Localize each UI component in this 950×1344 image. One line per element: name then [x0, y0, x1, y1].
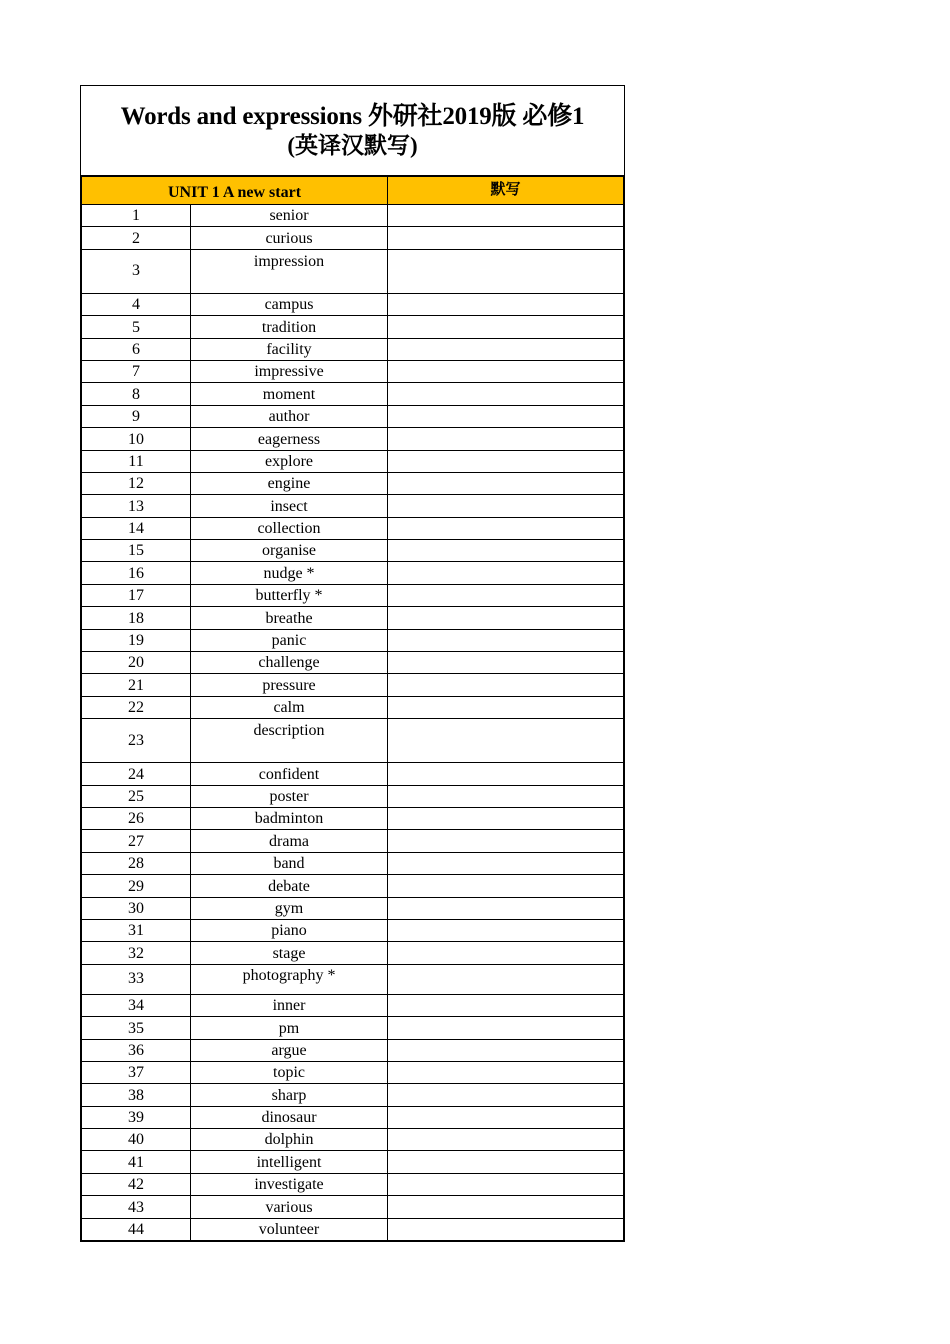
row-word: facility — [191, 338, 388, 360]
table-row — [82, 696, 624, 718]
row-word: pressure — [191, 674, 388, 696]
table-row — [82, 652, 624, 674]
table-row — [82, 383, 624, 405]
dictation-answer-cell[interactable] — [388, 763, 624, 785]
row-word: confident — [191, 763, 388, 785]
row-number: 42 — [82, 1173, 191, 1195]
row-number: 28 — [82, 852, 191, 874]
dictation-answer-cell[interactable] — [388, 1129, 624, 1151]
row-word: tradition — [191, 316, 388, 338]
dictation-answer-cell[interactable] — [388, 383, 624, 405]
dictation-answer-cell[interactable] — [388, 1017, 624, 1039]
dictation-answer-cell[interactable] — [388, 293, 624, 315]
table-row — [82, 674, 624, 696]
row-number: 4 — [82, 293, 191, 315]
row-number: 25 — [82, 785, 191, 807]
dictation-answer-cell[interactable] — [388, 942, 624, 964]
dictation-answer-cell[interactable] — [388, 696, 624, 718]
dictation-answer-cell[interactable] — [388, 1151, 624, 1173]
row-number: 10 — [82, 428, 191, 450]
row-word: badminton — [191, 807, 388, 829]
row-number: 9 — [82, 405, 191, 427]
row-word: inner — [191, 994, 388, 1016]
row-word: insect — [191, 495, 388, 517]
table-row — [82, 428, 624, 450]
row-number: 2 — [82, 227, 191, 249]
dictation-answer-cell[interactable] — [388, 719, 624, 763]
sheet-subtitle: (英译汉默写) — [287, 133, 418, 158]
row-word: impressive — [191, 360, 388, 382]
row-number: 15 — [82, 540, 191, 562]
row-word: photography * — [191, 964, 388, 994]
dictation-answer-cell[interactable] — [388, 517, 624, 539]
table-row — [82, 405, 624, 427]
row-word: topic — [191, 1061, 388, 1083]
row-number: 1 — [82, 205, 191, 227]
table-row — [82, 338, 624, 360]
dictation-answer-cell[interactable] — [388, 472, 624, 494]
table-row — [82, 942, 624, 964]
dictation-answer-cell[interactable] — [388, 964, 624, 994]
dictation-answer-cell[interactable] — [388, 562, 624, 584]
table-row — [82, 1218, 624, 1240]
row-word: gym — [191, 897, 388, 919]
row-word: eagerness — [191, 428, 388, 450]
row-word: volunteer — [191, 1218, 388, 1240]
table-row — [82, 994, 624, 1016]
table-row — [82, 205, 624, 227]
row-number: 26 — [82, 807, 191, 829]
row-word: poster — [191, 785, 388, 807]
table-row — [82, 629, 624, 651]
row-word: stage — [191, 942, 388, 964]
table-row — [82, 1106, 624, 1128]
dictation-answer-cell[interactable] — [388, 495, 624, 517]
table-row — [82, 1151, 624, 1173]
row-word: organise — [191, 540, 388, 562]
word-table — [81, 176, 624, 1241]
row-number: 6 — [82, 338, 191, 360]
row-number: 43 — [82, 1196, 191, 1218]
row-word: debate — [191, 875, 388, 897]
row-number: 30 — [82, 897, 191, 919]
row-number: 24 — [82, 763, 191, 785]
table-row — [82, 1129, 624, 1151]
table-row — [82, 875, 624, 897]
row-number: 37 — [82, 1061, 191, 1083]
row-number: 16 — [82, 562, 191, 584]
table-row — [82, 897, 624, 919]
table-row — [82, 719, 624, 763]
row-number: 17 — [82, 584, 191, 606]
row-word: investigate — [191, 1173, 388, 1195]
dictation-answer-cell[interactable] — [388, 249, 624, 293]
dictation-answer-cell[interactable] — [388, 652, 624, 674]
row-word: intelligent — [191, 1151, 388, 1173]
row-word: calm — [191, 696, 388, 718]
row-number: 8 — [82, 383, 191, 405]
row-word: senior — [191, 205, 388, 227]
title-block — [81, 86, 624, 176]
unit-header: UNIT 1 A new start — [82, 177, 388, 205]
row-number: 19 — [82, 629, 191, 651]
dictation-answer-cell[interactable] — [388, 1173, 624, 1195]
dictation-answer-cell[interactable] — [388, 450, 624, 472]
row-word: band — [191, 852, 388, 874]
row-number: 36 — [82, 1039, 191, 1061]
row-word: collection — [191, 517, 388, 539]
row-number: 39 — [82, 1106, 191, 1128]
dictation-answer-cell[interactable] — [388, 405, 624, 427]
table-row — [82, 919, 624, 941]
dictation-answer-cell[interactable] — [388, 674, 624, 696]
dictation-answer-cell[interactable] — [388, 875, 624, 897]
row-word: author — [191, 405, 388, 427]
row-number: 27 — [82, 830, 191, 852]
table-row — [82, 964, 624, 994]
table-row — [82, 830, 624, 852]
row-word: challenge — [191, 652, 388, 674]
row-number: 18 — [82, 607, 191, 629]
table-row — [82, 360, 624, 382]
row-word: piano — [191, 919, 388, 941]
row-number: 35 — [82, 1017, 191, 1039]
dictation-answer-cell[interactable] — [388, 1039, 624, 1061]
row-word: sharp — [191, 1084, 388, 1106]
row-word: panic — [191, 629, 388, 651]
table-row — [82, 1173, 624, 1195]
row-number: 29 — [82, 875, 191, 897]
dictation-answer-cell[interactable] — [388, 540, 624, 562]
table-row — [82, 1084, 624, 1106]
row-word: moment — [191, 383, 388, 405]
dictation-answer-cell[interactable] — [388, 338, 624, 360]
dictation-answer-cell[interactable] — [388, 629, 624, 651]
table-row — [82, 1196, 624, 1218]
row-number: 38 — [82, 1084, 191, 1106]
table-row — [82, 316, 624, 338]
row-number: 7 — [82, 360, 191, 382]
table-row — [82, 852, 624, 874]
dictation-header: 默写 — [388, 177, 624, 205]
row-word: engine — [191, 472, 388, 494]
row-word: explore — [191, 450, 388, 472]
dictation-answer-cell[interactable] — [388, 1061, 624, 1083]
row-number: 5 — [82, 316, 191, 338]
vocabulary-sheet — [80, 85, 625, 1242]
table-row — [82, 540, 624, 562]
row-number: 23 — [82, 719, 191, 763]
dictation-answer-cell[interactable] — [388, 994, 624, 1016]
table-row — [82, 763, 624, 785]
row-number: 20 — [82, 652, 191, 674]
table-row — [82, 495, 624, 517]
table-row — [82, 785, 624, 807]
row-word: butterfly * — [191, 584, 388, 606]
row-word: nudge * — [191, 562, 388, 584]
row-word: dinosaur — [191, 1106, 388, 1128]
row-word: argue — [191, 1039, 388, 1061]
row-number: 3 — [82, 249, 191, 293]
dictation-answer-cell[interactable] — [388, 785, 624, 807]
table-header-row — [82, 177, 624, 205]
table-row — [82, 1039, 624, 1061]
dictation-answer-cell[interactable] — [388, 584, 624, 606]
table-row — [82, 807, 624, 829]
row-number: 13 — [82, 495, 191, 517]
dictation-answer-cell[interactable] — [388, 428, 624, 450]
dictation-answer-cell[interactable] — [388, 205, 624, 227]
table-row — [82, 227, 624, 249]
row-word: description — [191, 719, 388, 763]
dictation-answer-cell[interactable] — [388, 852, 624, 874]
row-word: drama — [191, 830, 388, 852]
table-row — [82, 562, 624, 584]
dictation-answer-cell[interactable] — [388, 919, 624, 941]
row-number: 14 — [82, 517, 191, 539]
row-word: various — [191, 1196, 388, 1218]
dictation-answer-cell[interactable] — [388, 830, 624, 852]
table-row — [82, 450, 624, 472]
dictation-answer-cell[interactable] — [388, 1218, 624, 1240]
table-row — [82, 293, 624, 315]
dictation-answer-cell[interactable] — [388, 1196, 624, 1218]
row-word: pm — [191, 1017, 388, 1039]
row-number: 21 — [82, 674, 191, 696]
table-row — [82, 607, 624, 629]
table-row — [82, 472, 624, 494]
row-number: 11 — [82, 450, 191, 472]
dictation-answer-cell[interactable] — [388, 360, 624, 382]
table-row — [82, 584, 624, 606]
row-word: breathe — [191, 607, 388, 629]
row-number: 22 — [82, 696, 191, 718]
dictation-answer-cell[interactable] — [388, 1084, 624, 1106]
dictation-answer-cell[interactable] — [388, 897, 624, 919]
table-row — [82, 517, 624, 539]
row-number: 33 — [82, 964, 191, 994]
table-row — [82, 1017, 624, 1039]
row-number: 40 — [82, 1129, 191, 1151]
row-number: 41 — [82, 1151, 191, 1173]
row-number: 12 — [82, 472, 191, 494]
row-number: 31 — [82, 919, 191, 941]
sheet-title: Words and expressions 外研社2019版 必修1 — [120, 103, 585, 130]
row-word: dolphin — [191, 1129, 388, 1151]
dictation-answer-cell[interactable] — [388, 607, 624, 629]
row-word: impression — [191, 249, 388, 293]
dictation-answer-cell[interactable] — [388, 227, 624, 249]
dictation-answer-cell[interactable] — [388, 1106, 624, 1128]
row-word: curious — [191, 227, 388, 249]
dictation-answer-cell[interactable] — [388, 316, 624, 338]
row-number: 44 — [82, 1218, 191, 1240]
row-number: 32 — [82, 942, 191, 964]
row-word: campus — [191, 293, 388, 315]
table-row — [82, 249, 624, 293]
row-number: 34 — [82, 994, 191, 1016]
table-row — [82, 1061, 624, 1083]
dictation-answer-cell[interactable] — [388, 807, 624, 829]
